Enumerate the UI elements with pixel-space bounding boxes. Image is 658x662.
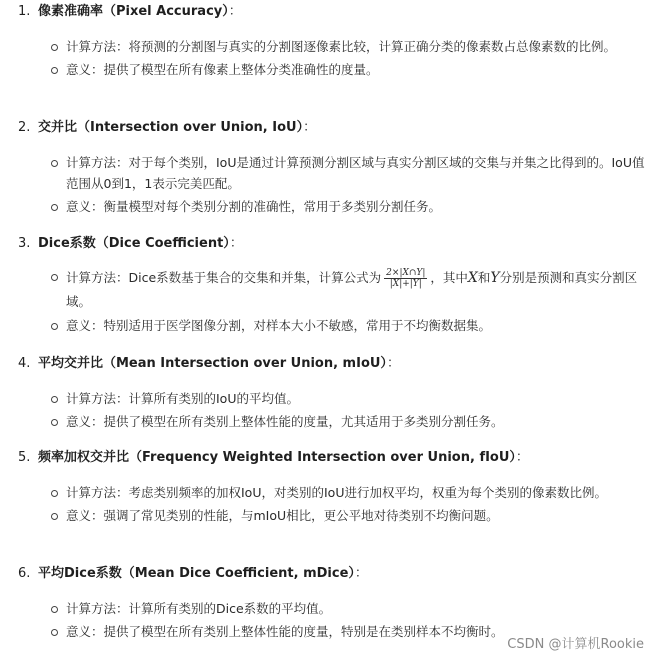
bullet-list xyxy=(48,388,648,434)
section-number: 3. xyxy=(18,236,31,251)
section-heading xyxy=(18,2,648,22)
list-item: 意义：强调了常见类别的性能，与mIoU相比，更公平地对待类别不均衡问题。 xyxy=(48,505,648,526)
section-miou xyxy=(18,354,648,429)
section-number: 6. xyxy=(18,566,31,581)
section-number: 2. xyxy=(18,120,31,135)
section-number: 5. xyxy=(18,450,31,465)
formula-and: 和 xyxy=(477,270,491,285)
section-fiou xyxy=(18,448,648,523)
section-heading xyxy=(18,354,648,374)
heading-colon: ： xyxy=(228,4,242,19)
section-number: 1. xyxy=(18,4,31,19)
csdn-watermark: CSDN @计算机Rookie xyxy=(507,637,644,652)
list-item: 意义：衡量模型对每个类别分割的准确性，常用于多类别分割任务。 xyxy=(48,196,648,217)
list-item: 计算方法：将预测的分割图与真实的分割图逐像素比较，计算正确分类的像素数占总像素数的比例。 xyxy=(48,36,648,57)
section-pixel-accuracy xyxy=(18,2,648,77)
section-title: 交并比（Intersection over Union, IoU） xyxy=(38,120,304,135)
section-heading xyxy=(18,234,648,254)
variable-y: Y xyxy=(490,270,500,286)
heading-colon: ： xyxy=(354,566,368,581)
variable-x: X xyxy=(467,270,478,286)
section-heading xyxy=(18,564,648,584)
section-heading xyxy=(18,448,648,468)
heading-colon: ： xyxy=(386,356,400,371)
list-item: 意义：提供了模型在所有类别上整体性能的度量，尤其适用于多类别分割任务。 xyxy=(48,411,648,432)
list-item: 意义：特别适用于医学图像分割，对样本大小不敏感，常用于不均衡数据集。 xyxy=(48,315,648,336)
section-title: 频率加权交并比（Frequency Weighted Intersection over Union, fIoU） xyxy=(38,450,516,465)
dice-formula xyxy=(384,268,427,289)
heading-colon: ： xyxy=(515,450,529,465)
section-title: 像素准确率（Pixel Accuracy） xyxy=(38,4,229,19)
bullet-list xyxy=(48,482,648,528)
section-title: 平均Dice系数（Mean Dice Coefficient, mDice） xyxy=(38,566,355,581)
heading-colon: ： xyxy=(303,120,317,135)
heading-colon: ： xyxy=(229,236,243,251)
list-item xyxy=(48,266,648,313)
bullet-list xyxy=(48,36,648,82)
bullet-list xyxy=(48,152,648,219)
list-item: 意义：提供了模型在所有像素上整体分类准确性的度量。 xyxy=(48,59,648,80)
section-title: Dice系数（Dice Coefficient） xyxy=(38,236,230,251)
formula-numerator: 2×|X∩Y| xyxy=(386,268,426,278)
bullet-list xyxy=(48,266,648,338)
list-item: 计算方法：对于每个类别，IoU是通过计算预测分割区域与真实分割区域的交集与并集之比得到的。IoU值范围从0到1，1表示完美匹配。 xyxy=(48,152,648,194)
list-item: 计算方法：考虑类别频率的加权IoU，对类别的IoU进行加权平均，权重为每个类别的像素数比例。 xyxy=(48,482,648,503)
formula-outro: 分别是预测和真实分割区域。 xyxy=(66,270,638,309)
formula-denominator: |X|+|Y| xyxy=(389,279,422,289)
list-item: 计算方法：计算所有类别的Dice系数的平均值。 xyxy=(48,598,648,619)
section-mdice xyxy=(18,564,648,639)
formula-middle: ，其中 xyxy=(430,270,468,285)
section-title: 平均交并比（Mean Intersection over Union, mIoU） xyxy=(38,356,387,371)
section-heading xyxy=(18,118,648,138)
list-item: 意义：提供了模型在所有类别上整体性能的度量，特别是在类别样本不均衡时。 xyxy=(48,621,648,642)
section-number: 4. xyxy=(18,356,31,371)
list-item: 计算方法：计算所有类别的IoU的平均值。 xyxy=(48,388,648,409)
section-iou xyxy=(18,118,648,214)
formula-intro: 计算方法：Dice系数基于集合的交集和并集，计算公式为 xyxy=(66,270,382,285)
